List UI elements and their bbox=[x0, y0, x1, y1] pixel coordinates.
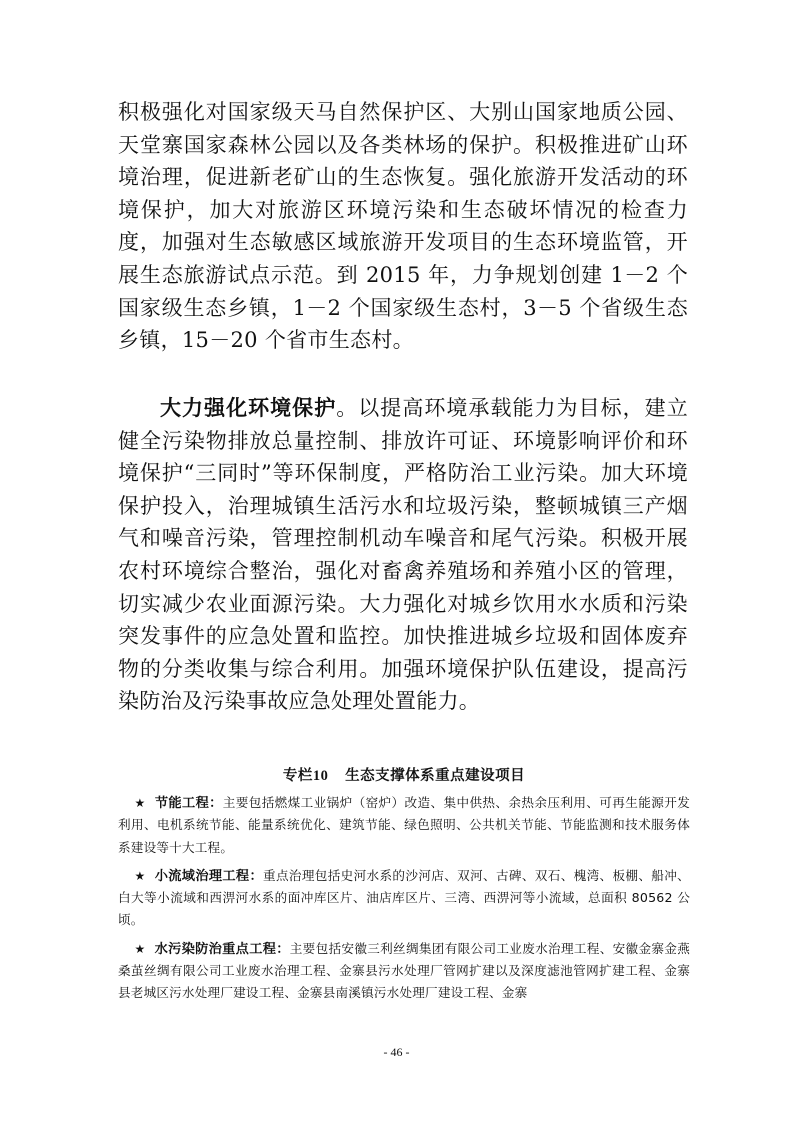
column-item-head: 小流域治理工程： bbox=[154, 868, 263, 884]
paragraph-environmental-protection bbox=[118, 392, 688, 718]
page-number: - 46 - bbox=[383, 1045, 410, 1059]
star-icon: ★ bbox=[134, 868, 146, 883]
star-icon: ★ bbox=[134, 941, 146, 956]
column-box-title bbox=[118, 764, 690, 785]
column-box bbox=[118, 764, 690, 1011]
paragraph-1-text: 积极强化对国家级天马自然保护区、大别山国家地质公园、天堂寨国家森林公园以及各类林场的保护。积极推进矿山环境治理，促进新老矿山的生态恢复。强化旅游开发活动的环境保护，加大对旅游区环境污染和生态破坏情况的检查力度，加强对生态敏感区域旅游开发项目的生态环境监管，开展生态旅游试点示范。到 2015 年，力争规划创建 1－2 个国家级生态乡镇，1－2 个国家级生态村，3－5 个省级生态乡镇，15－20 个省市生态村。 bbox=[118, 100, 688, 353]
column-title-prefix: 专栏 bbox=[282, 767, 313, 784]
star-icon: ★ bbox=[134, 796, 146, 810]
column-item-water-pollution bbox=[118, 938, 690, 1005]
paragraph-ecological-protection bbox=[118, 96, 688, 357]
paragraph-2-lead: 大力强化环境保护 bbox=[160, 396, 337, 420]
column-item-body: 重点治理包括史河水系的沙河店、双河、古碑、双石、槐湾、板棚、船冲、白大等小流域和西淠河水系的面冲库区片、油店库区片、三湾、西淠河等小流域，总面积 80562 公顷。 bbox=[118, 867, 690, 928]
paragraph-2 bbox=[118, 392, 688, 718]
column-title-text: 生态支撑体系重点建设项目 bbox=[345, 767, 526, 784]
column-title-number: 10 bbox=[312, 768, 329, 784]
column-item-head: 水污染防治重点工程： bbox=[154, 941, 290, 957]
paragraph-2-text: 。以提高环境承载能力为目标，建立健全污染物排放总量控制、排放许可证、环境影响评价和环境保护“三同时”等环保制度，严格防治工业污染。加大环境保护投入，治理城镇生活污水和垃圾污染，整顿城镇三产烟气和噪音污染，管理控制机动车噪音和尾气污染。积极开展农村环境综合整治，强化对畜禽养殖场和养殖小区的管理，切实减少农业面源污染。大力强化对城乡饮用水水质和污染突发事件的应急处置和监控。加快推进城乡垃圾和固体废弃物的分类收集与综合利用。加强环境保护队伍建设，提高污染防治及污染事故应急处理处置能力。 bbox=[118, 396, 688, 714]
column-item-body: 主要包括燃煤工业锅炉（窑炉）改造、集中供热、余热余压利用、可再生能源开发利用、电机系统节能、能量系统优化、建筑节能、绿色照明、公共机关节能、节能监测和技术服务体系建设等十大工程。 bbox=[118, 795, 690, 855]
column-item-watershed bbox=[118, 865, 690, 932]
column-item-energy-saving bbox=[118, 792, 690, 859]
column-item-body: 主要包括安徽三利丝绸集团有限公司工业废水治理工程、安徽金寨金燕桑茧丝绸有限公司工业废水治理工程、金寨县污水处理厂管网扩建以及深度滤池管网扩建工程、金寨县老城区污水处理厂建设工程、金寨县南溪镇污水处理厂建设工程、金寨 bbox=[118, 940, 691, 1001]
column-item-head: 节能工程： bbox=[154, 796, 223, 811]
